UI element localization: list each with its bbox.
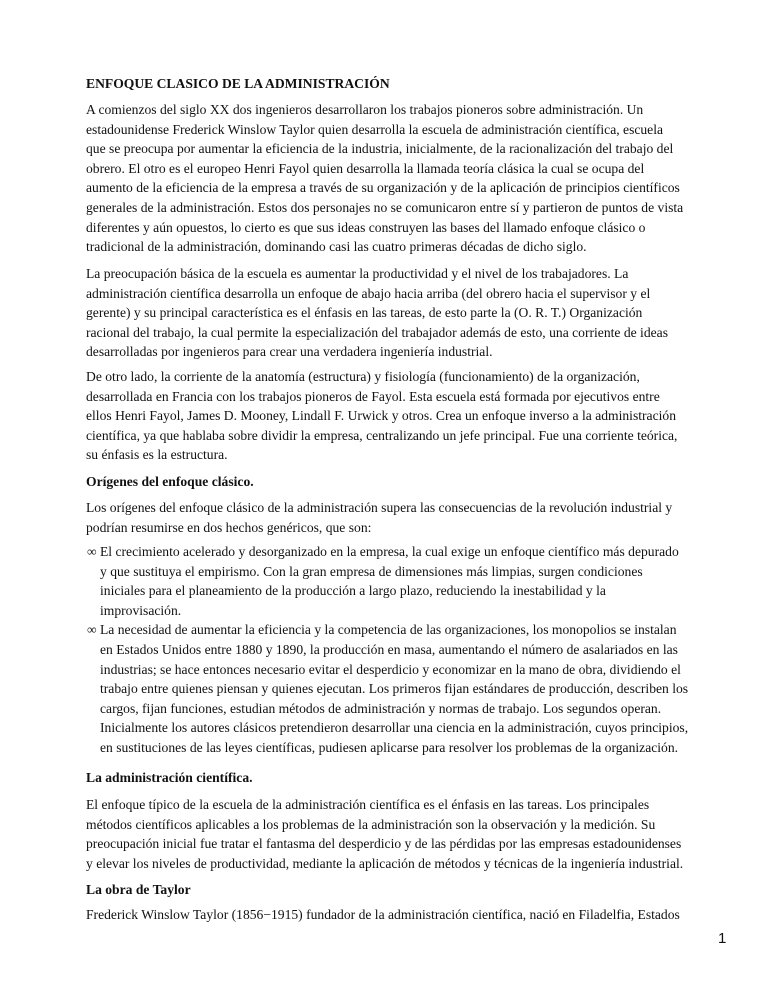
bullet-list (87, 542, 689, 758)
text-line: racional del trabajo, la cual permite la especialización del trabajador además de esto, una corriente de ideas (86, 324, 668, 340)
paragraph-origenes (86, 498, 672, 537)
bullet-icon: ∞ (87, 544, 97, 559)
text-line (87, 620, 688, 640)
text-line: administración científica desarrolla un enfoque de abajo hacia arriba (del obrero hacia el supervisor y el (86, 285, 651, 301)
heading-origenes: Orígenes del enfoque clásico. (86, 474, 254, 489)
bullet-item (87, 620, 689, 757)
text-line: tradicional de la administración, dominando casi las cuatro primeras décadas de dicho siglo. (86, 239, 587, 255)
text-line (100, 660, 688, 680)
bullet-text: El crecimiento acelerado y desorganizado en la empresa, la cual exige un enfoque científico más depurado (100, 544, 679, 559)
text-line: obrero. El otro es el europeo Henri Fayol quien desarrolla la llamada teoría clásica la cual se ocupa del (86, 160, 645, 176)
paragraph-preocupacion (86, 264, 668, 362)
heading-administracion-cientifica: La administración científica. (86, 770, 253, 785)
document-title: ENFOQUE CLASICO DE LA ADMINISTRACIÓN (86, 76, 390, 91)
bullet-text: La necesidad de aumentar la eficiencia y la competencia de las organizaciones, los monopolios se instalan (100, 622, 677, 638)
text-line: su énfasis es la estructura. (86, 447, 228, 463)
text-line: A comienzos del siglo XX dos ingenieros desarrollaron los trabajos pioneros sobre administración. Un (86, 102, 644, 117)
text-line: De otro lado, la corriente de la anatomía (estructura) y fisiología (funcionamiento) de la organización, (86, 369, 640, 384)
text-line (87, 542, 688, 562)
paragraph-enfoque-tipico (86, 795, 683, 873)
bullet-text: industrias; se hace entonces necesario evitar el desperdicio y economizar en la mano de obra, dividiendo el (100, 661, 681, 677)
text-line (100, 601, 688, 621)
text-line: ellos Henri Fayol, James D. Mooney, Lindall F. Urwick y otros. Crea un enfoque inverso a la administración (86, 408, 676, 424)
paragraph-otro-lado (86, 367, 677, 465)
text-line: diferentes y aún opuestos, lo cierto es que sus ideas construyen las bases del llamado enfoque clásico o (86, 219, 646, 235)
text-line: Los orígenes del enfoque clásico de la administración supera las consecuencias de la revolución industrial y (86, 500, 673, 515)
text-line: estadounidense Frederick Winslow Taylor quien desarrolla la escuela de administración científica, escuela (86, 121, 664, 137)
paragraph-intro (86, 100, 683, 257)
bullet-item (87, 542, 688, 620)
bullet-text: y que sustituya el empirismo. Con la gran empresa de dimensiones más limpias, surgen condiciones (100, 563, 643, 579)
text-line: La preocupación básica de la escuela es aumentar la productividad y el nivel de los trabajadores. La (86, 266, 629, 281)
text-line: gerente) y su principal característica es el énfasis en las tareas, de esto parte la (O. R. T.) Organización (86, 305, 643, 321)
paragraph-taylor (86, 905, 680, 925)
text-line: que se preocupa por aumentar la eficiencia de la industria, inicialmente, de la racionalización del trabajo del (86, 141, 674, 157)
text-line: y elevar los niveles de productividad, mediante la aplicación de métodos y técnicas de la ingeniería industrial. (86, 855, 684, 871)
text-line (100, 738, 688, 758)
bullet-text: improvisación. (100, 602, 182, 618)
page-number: 1 (718, 930, 727, 947)
text-line: aumento de la eficiencia de la empresa a través de su organización y de la aplicación de principios científicos (86, 180, 680, 196)
text-line: científica, ya que hablaba sobre dividir la empresa, centralizando un jefe principal. Fue una corriente teórica, (86, 427, 678, 443)
text-line (100, 640, 688, 660)
text-line: desarrollada en Francia con los trabajos pioneros de Fayol. Esta escuela está formada por ejecutivos entre (86, 388, 660, 404)
text-line: desarrolladas por ingenieros para crear una verdadera ingeniería industrial. (86, 344, 493, 360)
text-line: generales de la administración. Estos dos personajes no se comunicaron entre sí y partieron de puntos de vista (86, 199, 684, 215)
heading-obra-taylor: La obra de Taylor (86, 882, 191, 897)
text-line (100, 562, 688, 582)
bullet-text: iniciales para el planeamiento de la producción a largo plazo, reduciendo la inestabilidad y la (100, 583, 606, 599)
bullet-text: en Estados Unidos entre 1880 y 1890, la producción en masa, aumentando el número de asalariados en las (100, 641, 678, 657)
text-line (100, 679, 688, 699)
bullet-text: trabajo entre quienes piensan y quienes ejecutan. Los primeros fijan estándares de producción, describen los (100, 681, 689, 697)
text-line: métodos científicos aplicables a los problemas de la administración son la observación y la medición. Su (86, 816, 656, 832)
text-line: Frederick Winslow Taylor (1856−1915) fundador de la administración científica, nació en Filadelfia, Estados (86, 907, 680, 922)
bullet-icon: ∞ (87, 622, 97, 638)
text-line (100, 581, 688, 601)
text-line: preocupación inicial fue tratar el fantasma del desperdicio y de las pérdidas por las empresas estadounidenses (86, 836, 682, 852)
text-line (100, 718, 688, 738)
text-line (100, 699, 688, 719)
bullet-text: cargos, fijan funciones, estudian métodos de administración y normas de trabajo. Los segundos operan. (100, 700, 662, 716)
text-line: El enfoque típico de la escuela de la administración científica es el énfasis en las tareas. Los principales (86, 797, 650, 812)
text-line: podrían resumirse en dos hechos genéricos, que son: (86, 519, 372, 535)
bullet-text: en sustituciones de las leyes científicas, pudiesen aplicarse para resolver los problemas de la organización. (100, 739, 679, 755)
bullet-text: Inicialmente los autores clásicos pretendieron desarrollar una ciencia en la administración, cuyos principios, (100, 720, 689, 736)
